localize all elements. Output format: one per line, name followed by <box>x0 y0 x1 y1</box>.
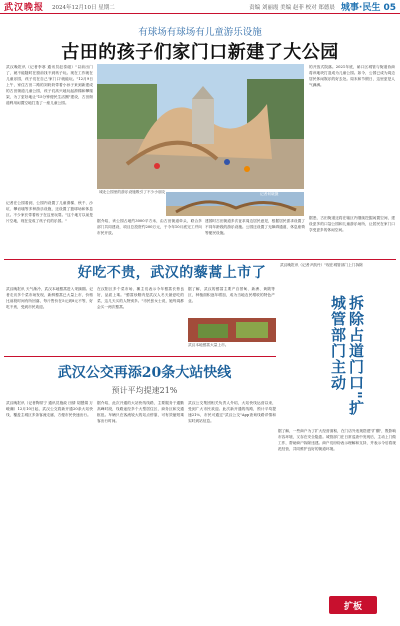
playground-small-illustration <box>166 192 304 216</box>
article2-col3: 据了解，武汉的藜蒿主要产自蔡甸、新洲、黄陂等区，种植面积逐年增加，成为当地农民增收的特色产业。 <box>188 287 275 303</box>
sidebar-title <box>299 295 395 425</box>
article2-col1: 武汉晚报讯 天气渐冷，武汉本地藜蒿进入采摘期。记者走访多个菜市场发现，新鲜藜蒿已大量上市，价格比前段时间有所回落，每斤售价在5元到8元不等，好吃不贵，受到市民欢迎。 <box>6 287 93 309</box>
masthead <box>0 0 400 14</box>
photo-credit: 记者何晓摄 <box>260 192 279 196</box>
photo-caption: 城北公园里的游乐设施吸引了不少小朋友 <box>99 190 166 194</box>
article3-title: 武汉公交再添20条大站快线 <box>57 365 232 381</box>
article2-title: 好吃不贵，武汉的藜蒿上市了 <box>77 265 267 281</box>
sidebar-col-bottom: 据了解，一些商户为了扩大经营面积，在门店外违规搭建"扩棚"，既影响市容环境，又存在安全隐患。城管部门在日常巡查中发现后，主动上门做工作，帮助商户拆除违建。商户们纷纷表示理解和支持，并表示今后将规范经营，共同维护良好的街道环境。 <box>278 429 396 451</box>
article1-col1: 武汉晚报讯（记者李寒 通讯员赵泰磁）"以前出门了，就不能随时在窗前找不到孩子玩。现在工作就在儿童乐园，孩子们在自己'家门口'就能玩。"12月9日上午，家住古田二路的刘奶奶带着小孙子来到新建成的古田街道儿童公园，孩子们高兴地玩起滑梯和攀爬架，为了更好地让"15分钟便民生活圈"建设，古田街道利用闲置空地打造了一座儿童公园。 <box>6 65 93 105</box>
section-name: 城事·民生 05 <box>340 3 396 13</box>
issue-date: 2024年12月10日 星期二 <box>52 4 115 11</box>
sidebar-col-top: 武汉晚报讯（记者尹凯丹）"现在城管部门上门拆除 <box>280 263 363 267</box>
playground-photo-small <box>166 192 304 216</box>
article1-title: 古田的孩子们家门口新建了大公园 <box>61 42 339 63</box>
article3-col1: 武汉晚报讯（记者陶常宁 通讯员施政 田倩 胡慧娟 万峻澜）12月10日起，武汉公交将新开通20条大站快线，覆盖主城区多条客流走廊，方便市民快速出行。 <box>6 401 93 417</box>
article3-col2: 据介绍，此次开通的大站快线线路，主要服务于通勤高峰时段，线路途经多个大型居住区、商务区和交通枢纽。车辆只在客流较大的站点停靠，可有效缩短乘客出行时间。 <box>97 401 184 423</box>
newspaper-logo: 武汉晚报 <box>4 3 45 13</box>
article1-kicker: 有球场有球场有儿童游乐设施 <box>138 27 262 38</box>
vegetable-caption: 武汉本地藜蒿大量上市。 <box>188 343 229 347</box>
editors-line: 责编 刘丽霞 美编 赵菲 校对 郑德晨 <box>249 4 335 11</box>
article2-col2: 在汉阳区多个菜市场，摊主们表示今年藜蒿长势良好，品质上乘。"藜蒿炒腊肉是武汉人冬天最爱吃的菜，这几天买的人特别多。"市民张女士说，她每周都会买一两次藜蒿。 <box>97 287 184 309</box>
vegetable-illustration <box>188 318 276 342</box>
section-divider <box>4 259 396 260</box>
article1-col4b: 据悉，古田街道还将在辖区内继续挖掘闲置空间，建设更多的口袋公园和儿童游乐场所，让居民在家门口享受更多的休闲空间。 <box>309 216 395 232</box>
article3-col3: 武汉公交集团相关负责人介绍，大站快线运营以来，受到广大市民欢迎。此次新开通的线路，预计平均提速21%，市民可通过"武汉公交"App查询线路详情和实时到站信息。 <box>188 401 276 423</box>
sidebar-title-line1: 城管部门主动 <box>329 295 347 391</box>
sidebar-title-line2: 拆除占道门口"扩 <box>347 295 365 416</box>
article1-col3: 建园时古田街道多次征求周边居民意见，根据居民需求设置了不同年龄段的游乐设施。公园还设置了无障碍通道、休息座椅等便民设施。 <box>205 219 305 235</box>
playground-photo <box>97 64 304 189</box>
article1-col2: 据介绍，该公园占地约3000平方米，由古田街道牵头，联合多部门共同建设，项目总投资约200万元，于今年10月底完工并向市民开放。 <box>97 219 202 235</box>
vegetable-photo <box>188 318 276 342</box>
article1-col4: 的开放式院落。2021年底，硚口区城管与街道协商将该地块打造成为儿童公园。如今，公园已成为周边居民休闲娱乐的好去处。周末和节假日，这里更是人气满满。 <box>309 65 395 87</box>
stamp-badge: 扩板 <box>329 596 377 614</box>
section-divider-2 <box>4 356 276 357</box>
playground-illustration <box>97 64 304 189</box>
article1-col1b: 记者在公园看到，公园内设置了儿童滑梯、秋千、沙坑、攀岩墙等多种游乐设施，还设置了篮球场和休息区。不少家长带着孩子在这里玩耍。"这个地方以前是片空地，现在变成了孩子们的乐园。" <box>6 201 93 223</box>
article3-subtitle: 预计平均提速21% <box>111 386 178 395</box>
